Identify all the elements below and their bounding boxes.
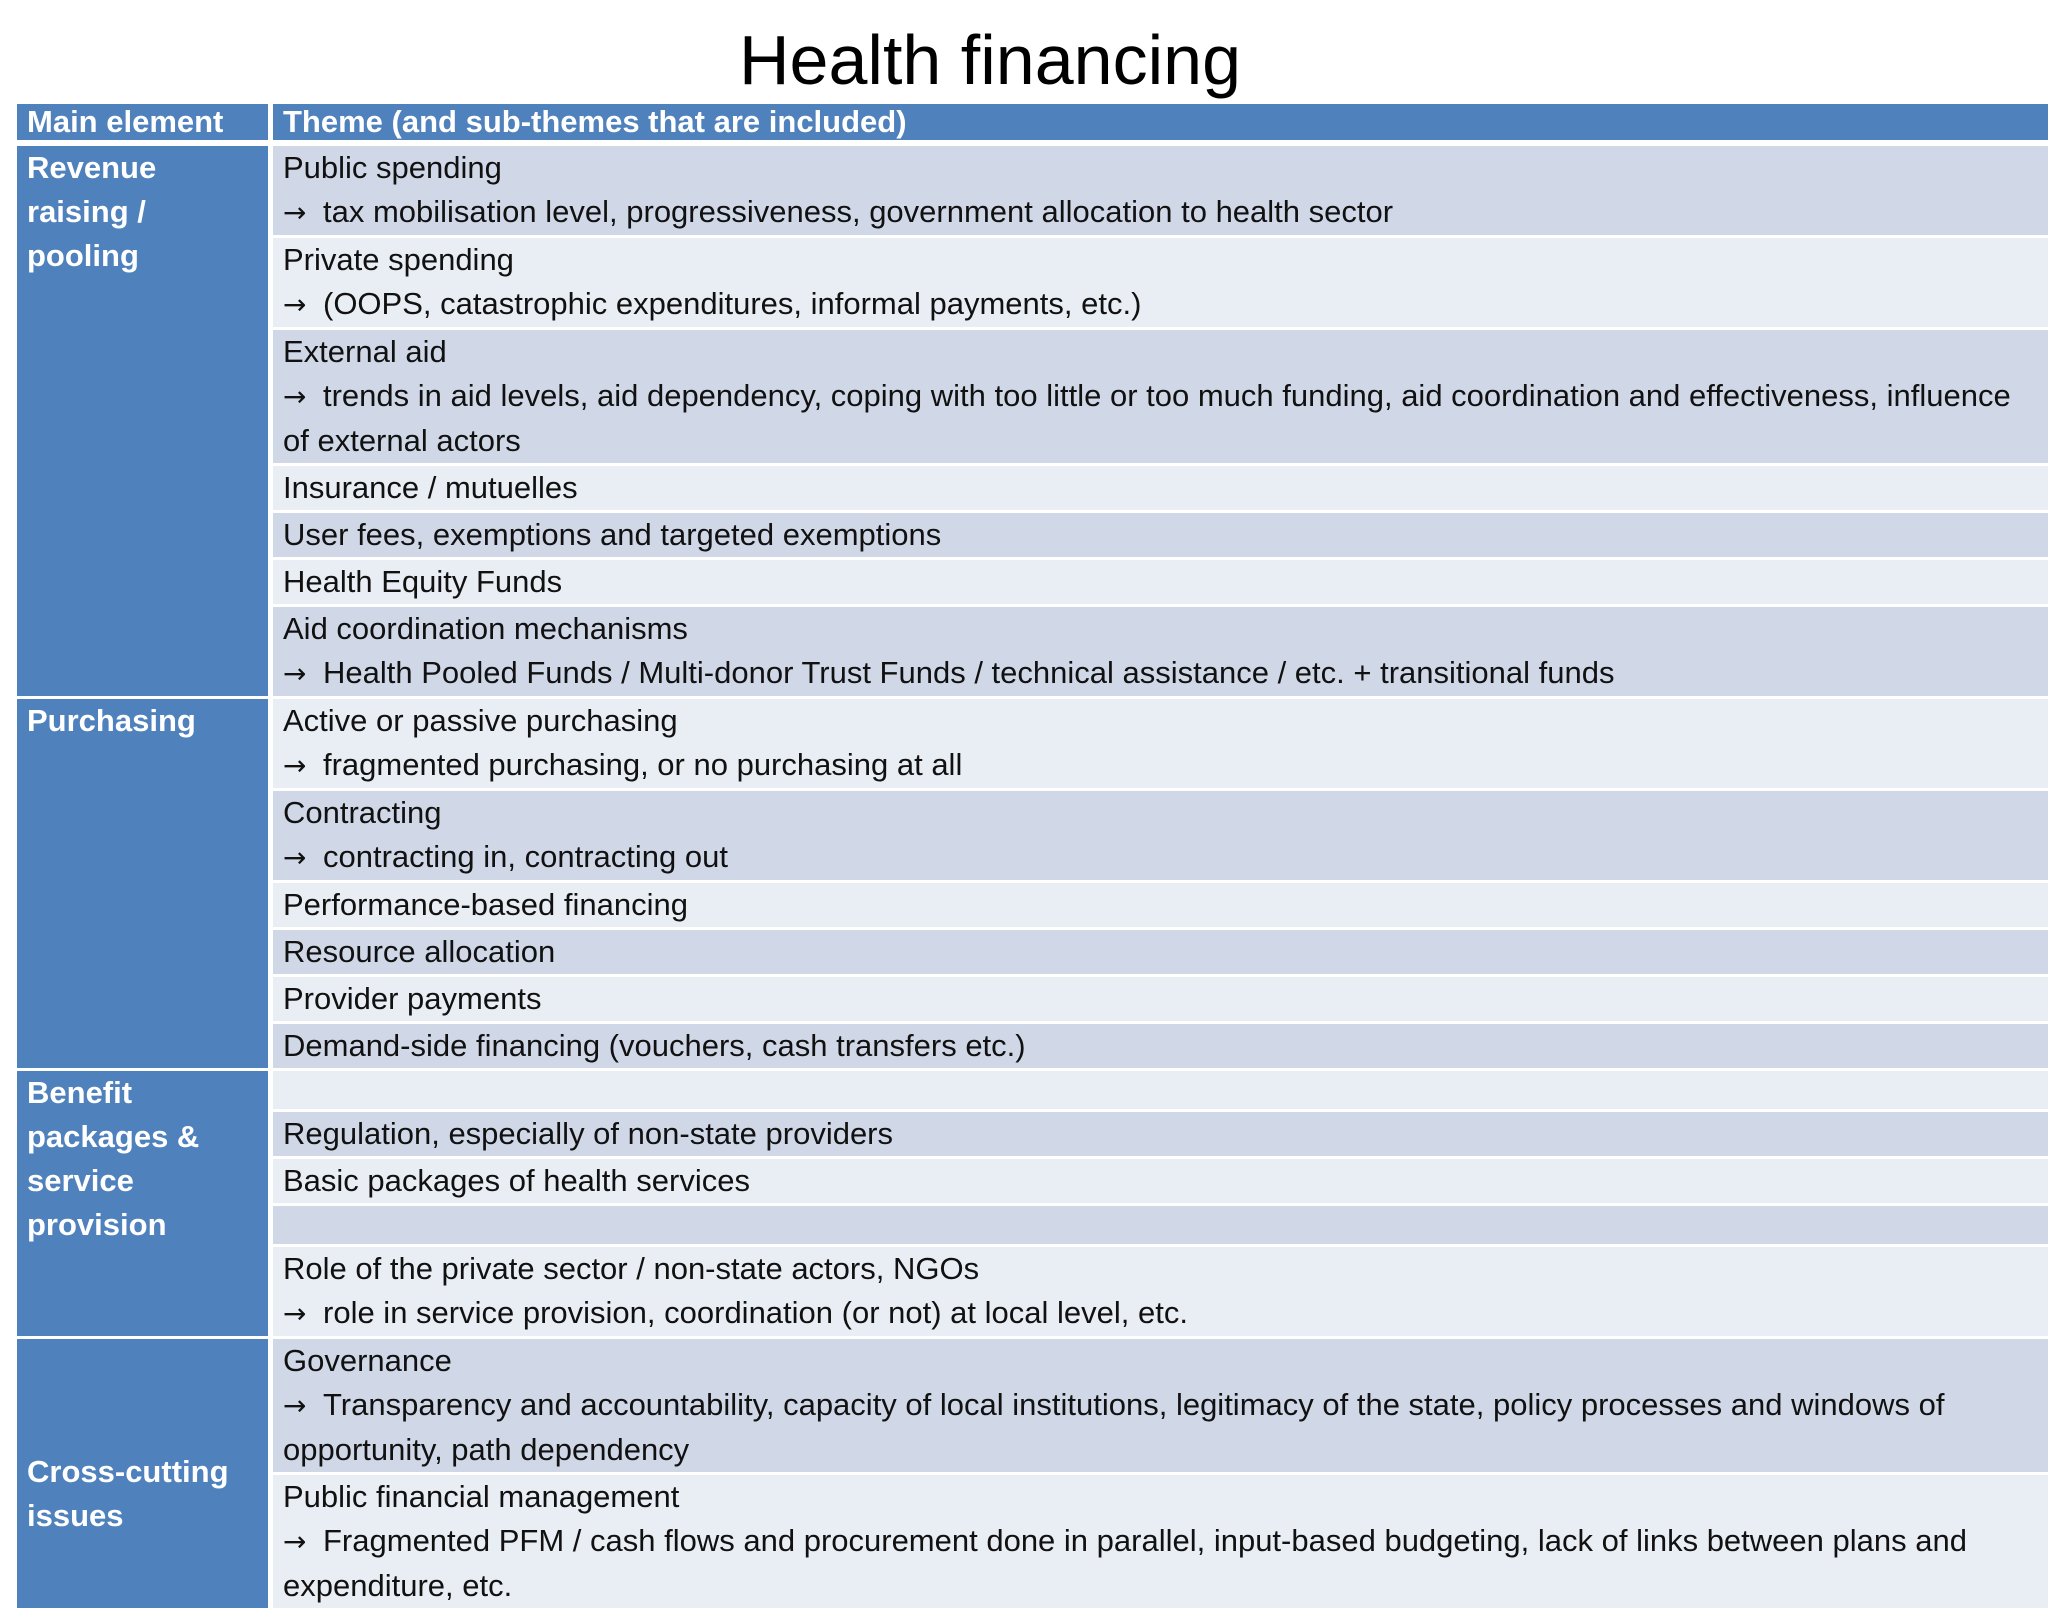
table-row: [17, 930, 2048, 977]
theme-cell: [273, 1071, 2048, 1112]
table-row: [17, 883, 2048, 930]
table-row: [17, 146, 2048, 238]
theme-cell: [273, 466, 2048, 513]
theme-subthemes: [283, 1291, 2038, 1336]
table-row: [17, 607, 2048, 699]
arrow-right-icon: →: [283, 1525, 307, 1558]
theme-subthemes: [283, 374, 2038, 463]
arrow-right-icon: →: [283, 1297, 307, 1330]
subtheme-text: (OOPS, catastrophic expenditures, informal payments, etc.): [323, 286, 1142, 321]
theme-title: Insurance / mutuelles: [283, 470, 578, 505]
theme-title: Health Equity Funds: [283, 564, 563, 599]
arrow-right-icon: →: [283, 380, 307, 413]
table-body: [17, 146, 2048, 1611]
table-row: [17, 1112, 2048, 1159]
theme-title: User fees, exemptions and targeted exemptions: [283, 517, 942, 552]
theme-title: Private spending: [283, 242, 514, 277]
theme-subthemes: [283, 835, 2038, 880]
table-row: [17, 699, 2048, 791]
arrow-right-icon: →: [283, 749, 307, 782]
theme-title: Public financial management: [283, 1479, 680, 1514]
theme-cell: [273, 1475, 2048, 1611]
theme-subthemes: [283, 282, 2038, 327]
subtheme-text: trends in aid levels, aid dependency, coping with too little or too much funding, aid coordination and effectiveness, influence of external actors: [283, 378, 2011, 458]
theme-cell: [273, 1112, 2048, 1159]
theme-cell: [273, 238, 2048, 330]
theme-cell: [273, 791, 2048, 883]
theme-title: Resource allocation: [283, 934, 556, 969]
theme-title: Role of the private sector / non-state actors, NGOs: [283, 1251, 980, 1286]
theme-subthemes: [283, 651, 2038, 696]
table-row: [17, 1475, 2048, 1611]
theme-cell: [273, 1206, 2048, 1247]
theme-title: Demand-side financing (vouchers, cash transfers etc.): [283, 1028, 1026, 1063]
slide-title: Health financing: [739, 21, 1241, 99]
theme-title: Governance: [283, 1343, 452, 1378]
theme-title: Regulation, especially of non-state providers: [283, 1116, 894, 1151]
arrow-right-icon: →: [283, 196, 307, 229]
theme-title: Active or passive purchasing: [283, 703, 678, 738]
theme-subthemes: [283, 1383, 2038, 1472]
theme-cell: [273, 977, 2048, 1024]
header-row: [17, 104, 2048, 146]
theme-title: Aid coordination mechanisms: [283, 611, 688, 646]
health-financing-table: [17, 104, 2048, 1611]
table-row: [17, 513, 2048, 560]
theme-cell: [273, 1247, 2048, 1339]
main-element-cell: Cross-cutting issues: [17, 1339, 273, 1611]
subtheme-text: Transparency and accountability, capacity of local institutions, legitimacy of the state, policy processes and windows of opportunity, path dependency: [283, 1387, 1945, 1467]
theme-title: Contracting: [283, 795, 442, 830]
theme-cell: [273, 330, 2048, 466]
theme-cell: [273, 1024, 2048, 1071]
theme-title: External aid: [283, 334, 447, 369]
health-financing-table-container: [17, 104, 2048, 1611]
table-row: [17, 1071, 2048, 1112]
theme-subthemes: [283, 190, 2038, 235]
table-row: [17, 1024, 2048, 1071]
table-row: [17, 1247, 2048, 1339]
table-row: [17, 791, 2048, 883]
theme-cell: [273, 513, 2048, 560]
theme-title: Public spending: [283, 150, 502, 185]
main-element-cell: Revenue raising / pooling: [17, 146, 273, 699]
theme-cell: [273, 146, 2048, 238]
subtheme-text: tax mobilisation level, progressiveness, government allocation to health sector: [323, 194, 1394, 229]
theme-cell: [273, 883, 2048, 930]
theme-cell: [273, 699, 2048, 791]
arrow-right-icon: →: [283, 1389, 307, 1422]
table-row: [17, 977, 2048, 1024]
arrow-right-icon: →: [283, 841, 307, 874]
table-row: [17, 238, 2048, 330]
subtheme-text: Fragmented PFM / cash flows and procurement done in parallel, input-based budgeting, lack of links between plans and expenditure, etc.: [283, 1523, 1967, 1603]
arrow-right-icon: →: [283, 657, 307, 690]
subtheme-text: fragmented purchasing, or no purchasing at all: [323, 747, 963, 782]
table-row: [17, 1339, 2048, 1475]
theme-cell: [273, 930, 2048, 977]
theme-title: Performance-based financing: [283, 887, 688, 922]
table-row: [17, 560, 2048, 607]
subtheme-text: Health Pooled Funds / Multi-donor Trust Funds / technical assistance / etc. + transitional funds: [323, 655, 1615, 690]
header-theme: Theme (and sub-themes that are included): [273, 104, 2048, 146]
subtheme-text: contracting in, contracting out: [323, 839, 728, 874]
table-row: [17, 1206, 2048, 1247]
header-main-element: Main element: [17, 104, 273, 146]
theme-cell: [273, 560, 2048, 607]
table-row: [17, 330, 2048, 466]
arrow-right-icon: →: [283, 288, 307, 321]
table-row: [17, 466, 2048, 513]
main-element-cell: Benefit packages & service provision: [17, 1071, 273, 1339]
table-row: [17, 1159, 2048, 1206]
theme-title: Provider payments: [283, 981, 542, 1016]
theme-cell: [273, 1159, 2048, 1206]
theme-title: Basic packages of health services: [283, 1163, 750, 1198]
main-element-cell: Purchasing: [17, 699, 273, 1071]
theme-subthemes: [283, 1519, 2038, 1608]
theme-cell: [273, 607, 2048, 699]
theme-subthemes: [283, 743, 2038, 788]
theme-cell: [273, 1339, 2048, 1475]
subtheme-text: role in service provision, coordination (or not) at local level, etc.: [323, 1295, 1188, 1330]
